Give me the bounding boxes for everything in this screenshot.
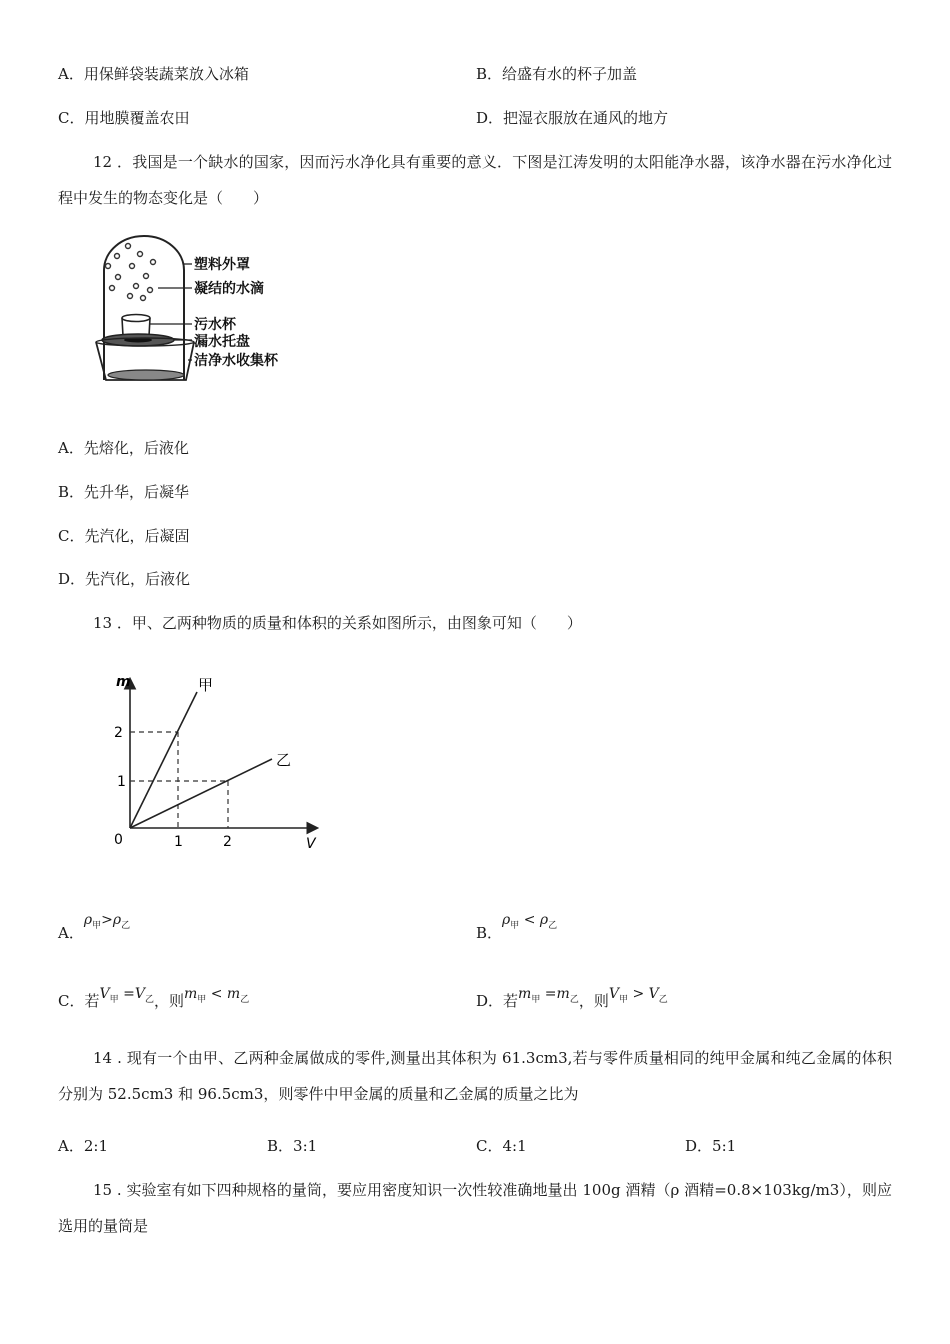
x-tick-1: 1 bbox=[174, 834, 183, 850]
option-letter: C． bbox=[58, 109, 85, 127]
option-text: 5:1 bbox=[712, 1137, 737, 1155]
formula: $\rho_甲 < \rho_乙$ bbox=[502, 912, 558, 931]
option-text: 给盛有水的杯子加盖 bbox=[502, 65, 638, 83]
line-jia bbox=[130, 692, 197, 828]
q14-option-c bbox=[476, 1135, 527, 1157]
line-yi bbox=[130, 759, 272, 828]
q13-option-d: D．若$m_甲 =m_乙$，则$V_甲 > V_乙$ bbox=[476, 986, 668, 1010]
y-tick-2: 2 bbox=[114, 725, 123, 741]
x-axis-label: V bbox=[306, 836, 316, 852]
q11-option-c bbox=[58, 107, 190, 129]
q12-option-c bbox=[58, 525, 190, 547]
q11-option-d bbox=[476, 107, 668, 129]
q12-option-a bbox=[58, 437, 189, 459]
formula: $\rho_甲>\rho_乙$ bbox=[83, 912, 131, 931]
y-tick-1: 1 bbox=[117, 774, 126, 790]
option-letter: C． bbox=[58, 992, 85, 1010]
label-condensed-droplets: 凝结的水滴 bbox=[194, 281, 264, 297]
q14-option-a bbox=[58, 1135, 108, 1157]
q14-option-d bbox=[685, 1135, 736, 1157]
option-letter: B． bbox=[267, 1137, 294, 1155]
option-letter: A． bbox=[58, 65, 84, 83]
option-text: 用保鲜袋装蔬菜放入冰箱 bbox=[83, 65, 249, 83]
option-letter: D． bbox=[58, 570, 86, 588]
series-jia-label: 甲 bbox=[198, 676, 214, 694]
option-letter: A． bbox=[58, 439, 84, 457]
option-text: 先汽化，后液化 bbox=[85, 570, 191, 588]
option-letter: C． bbox=[476, 1137, 503, 1155]
condition-formula: $m_甲 =m_乙$ bbox=[518, 986, 579, 1005]
q12-option-b bbox=[58, 481, 189, 503]
condition-formula: $V_甲 =V_乙$ bbox=[99, 986, 154, 1005]
q14-stem: 14 . 现有一个由甲、乙两种金属做成的零件,测量出其体积为 61.3cm3,若与零件质量相同的纯甲金属和纯乙金属的体积分别为 52.5cm3 和 96.5cm3，则零件中甲金属的质量和乙金属的质量之比为 bbox=[58, 1049, 892, 1103]
option-text: 用地膜覆盖农田 bbox=[84, 109, 190, 127]
y-axis-label: m bbox=[116, 674, 131, 690]
x-tick-2: 2 bbox=[223, 834, 232, 850]
q13-stem: 13 ．甲、乙两种物质的质量和体积的关系如图所示，由图象可知（ ） bbox=[93, 614, 582, 632]
option-letter: D． bbox=[476, 109, 504, 127]
option-letter: A． bbox=[58, 924, 84, 942]
q11-option-a bbox=[58, 63, 249, 85]
mass-volume-graph bbox=[100, 668, 330, 858]
option-text: 先熔化，后液化 bbox=[83, 439, 189, 457]
q12-option-d bbox=[58, 568, 190, 590]
option-text: 3:1 bbox=[293, 1137, 318, 1155]
option-letter: D． bbox=[476, 992, 504, 1010]
label-leak-tray: 漏水托盘 bbox=[194, 334, 250, 350]
q14-option-b bbox=[267, 1135, 317, 1157]
option-letter: B． bbox=[476, 924, 503, 942]
q15-stem: 15 . 实验室有如下四种规格的量筒，要应用密度知识一次性较准确地量出 100g 酒精（ρ 酒精=0.8×103kg/m3），则应选用的量筒是 bbox=[58, 1181, 892, 1235]
option-letter: B． bbox=[476, 65, 503, 83]
option-letter: D． bbox=[685, 1137, 713, 1155]
option-text: 把湿衣服放在通风的地方 bbox=[503, 109, 669, 127]
label-plastic-cover: 塑料外罩 bbox=[194, 257, 250, 273]
q13-option-a bbox=[58, 912, 130, 941]
result-formula: $V_甲 > V_乙$ bbox=[608, 986, 668, 1005]
q13-option-c: C．若$V_甲 =V_乙$，则$m_甲 < m_乙$ bbox=[58, 986, 250, 1010]
result-formula: $m_甲 < m_乙$ bbox=[183, 986, 250, 1005]
option-letter: C． bbox=[58, 527, 85, 545]
origin-label: 0 bbox=[114, 832, 123, 848]
label-clean-water-cup: 洁净水收集杯 bbox=[194, 353, 278, 369]
series-yi-label: 乙 bbox=[276, 751, 292, 769]
q11-option-b bbox=[476, 63, 637, 85]
q13-option-b bbox=[476, 912, 557, 941]
q12-stem: 12 ．我国是一个缺水的国家，因而污水净化具有重要的意义．下图是江涛发明的太阳能净水器，该净水器在污水净化过程中发生的物态变化是（ ） bbox=[58, 153, 892, 207]
option-text: 2:1 bbox=[83, 1137, 108, 1155]
option-letter: B． bbox=[58, 483, 85, 501]
label-sewage-cup: 污水杯 bbox=[194, 317, 236, 333]
option-text: 先汽化，后凝固 bbox=[84, 527, 190, 545]
option-letter: A． bbox=[58, 1137, 84, 1155]
option-text: 先升华，后凝华 bbox=[84, 483, 190, 501]
option-text: 4:1 bbox=[502, 1137, 527, 1155]
water-purifier-figure bbox=[88, 230, 303, 390]
